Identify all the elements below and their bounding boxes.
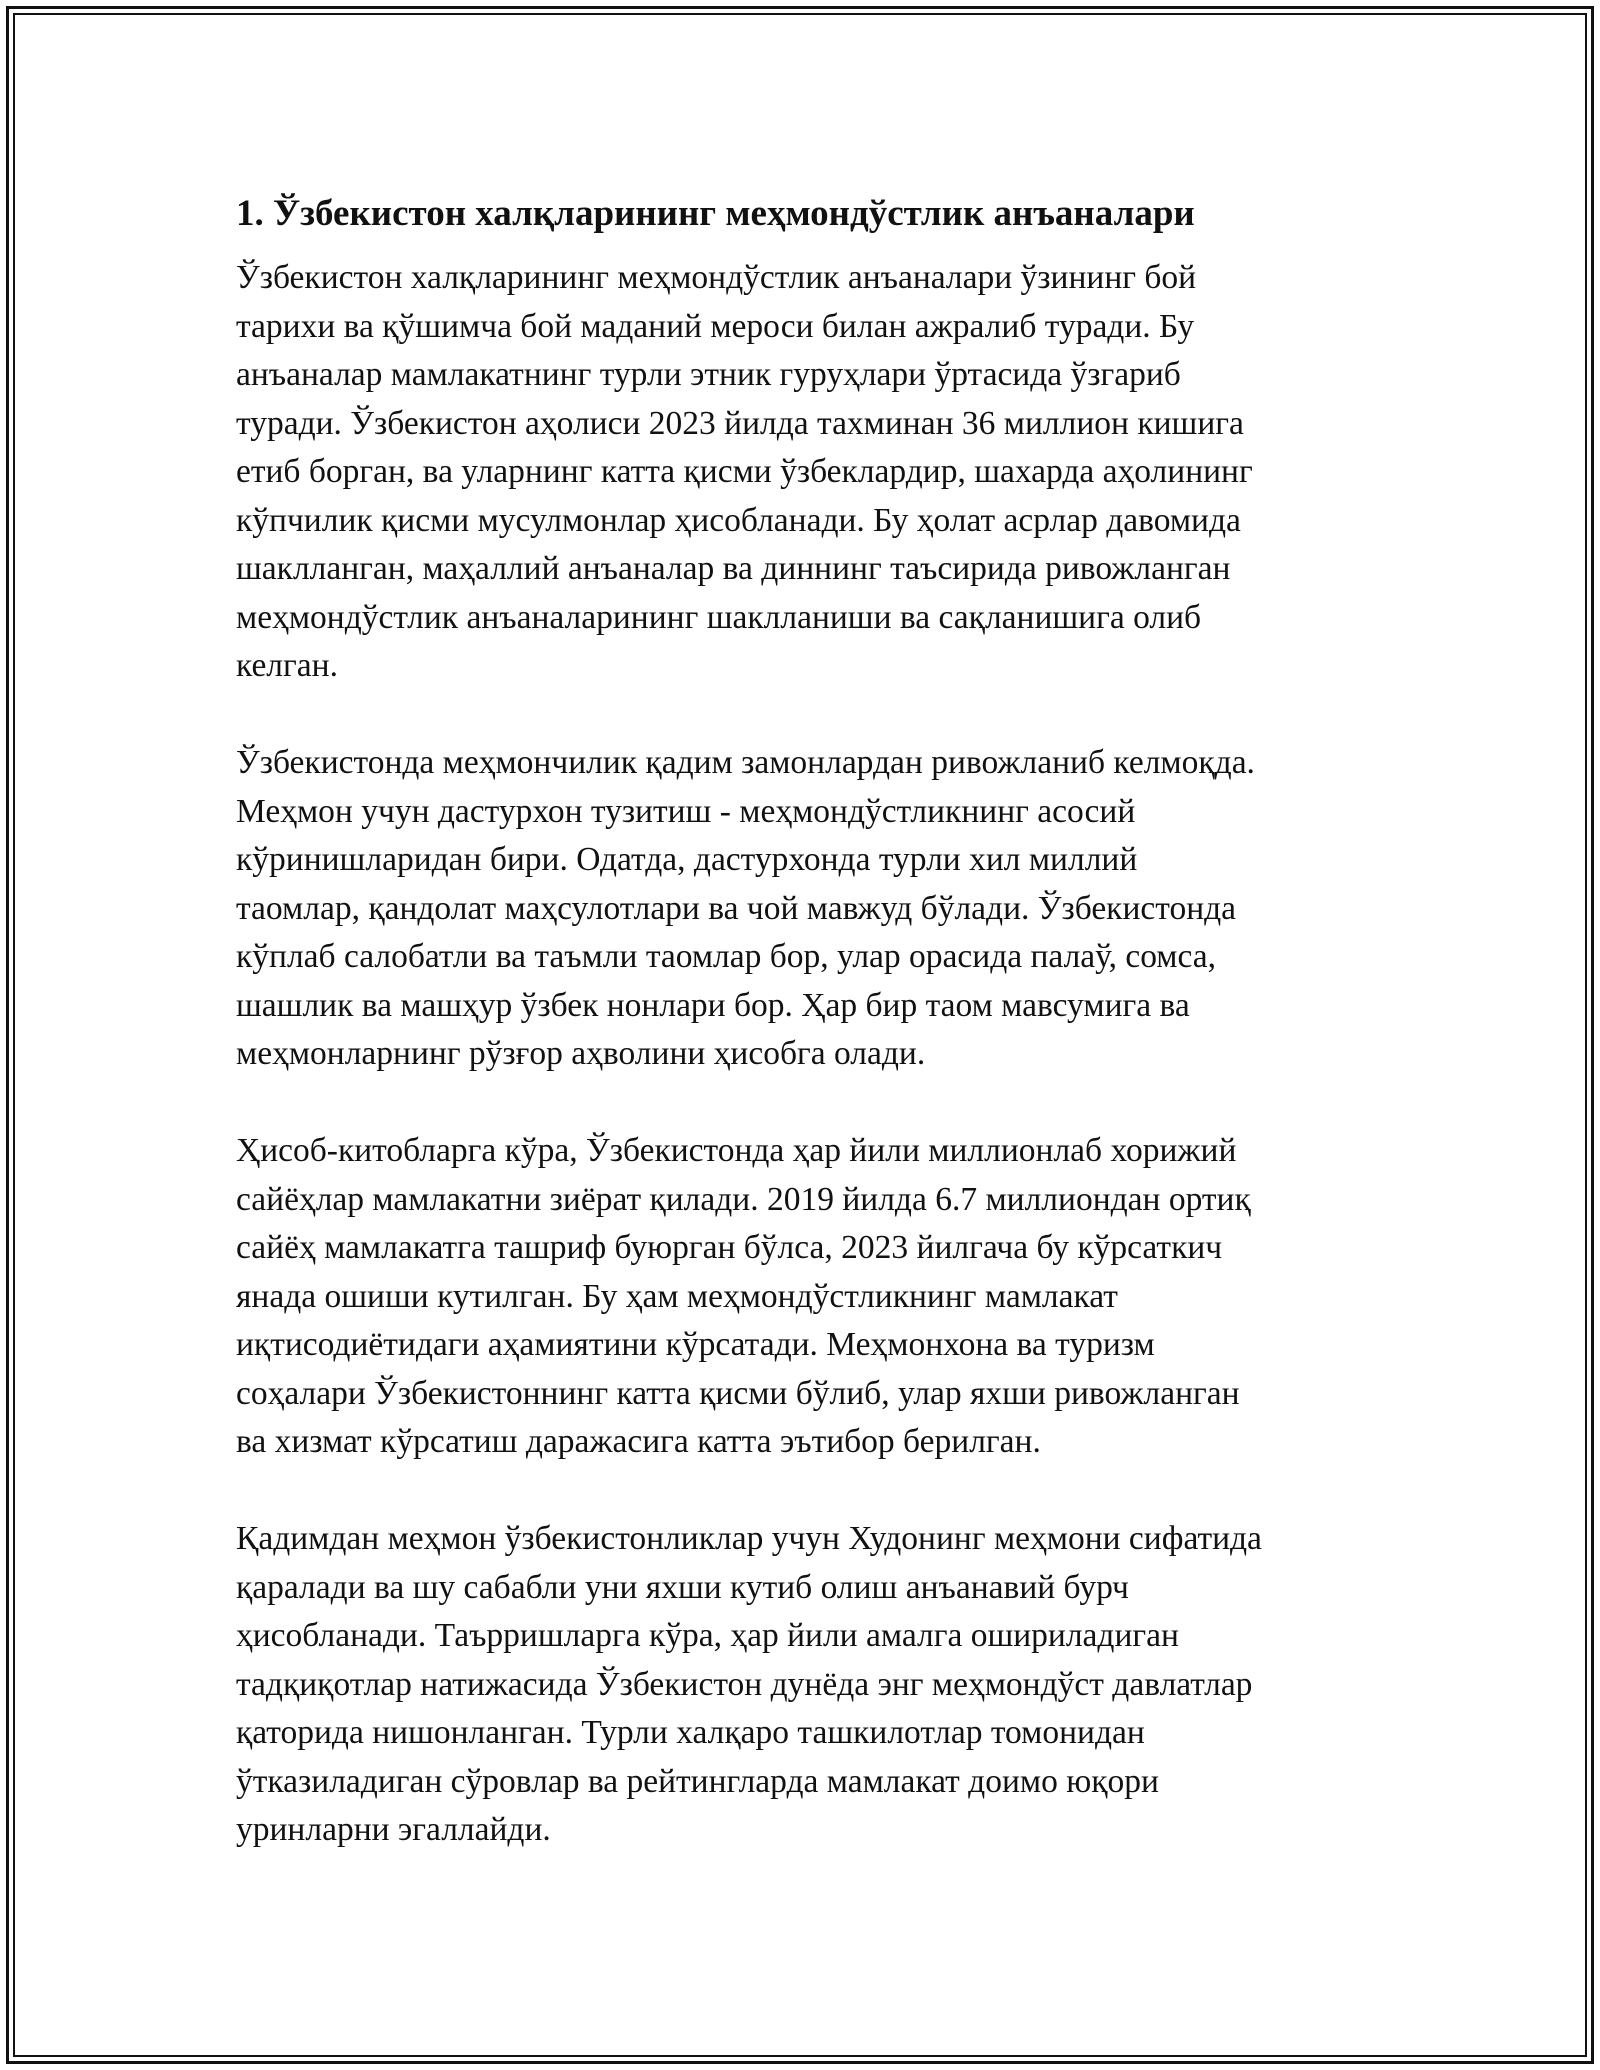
paragraph-line: қаторида нишонланган. Турли халқаро ташкилотлар томонидан <box>236 1714 1145 1751</box>
paragraph-line: қаралади ва шу сабабли уни яхши кутиб олиш анъанавий бурч <box>236 1568 1129 1606</box>
paragraph-line: шаклланган, маҳаллий анъаналар ва диннинг таъсирида ривожланган <box>236 550 1231 587</box>
section-heading: 1. Ўзбекистон халқларининг меҳмондўстлик анъаналари <box>236 193 1195 234</box>
paragraph-line: меҳмонларнинг рўзғор аҳволини ҳисобга олади. <box>236 1035 926 1072</box>
paragraph <box>236 1127 1376 1467</box>
paragraph-list <box>236 254 1376 1855</box>
paragraph-line: кўплаб салобатли ва таъмли таомлар бор, улар орасида палаў, сомса, <box>236 938 1217 975</box>
paragraph-line: тарихи ва қўшимча бой маданий мероси билан ажралиб туради. Бу <box>236 307 1195 345</box>
paragraph-line: соҳалари Ўзбекистоннинг катта қисми бўлиб, улар яхши ривожланган <box>236 1374 1240 1412</box>
paragraph-line: сайёҳ мамлакатга ташриф буюрган бўлса, 2023 йилгача бу кўрсаткич <box>236 1229 1223 1266</box>
paragraph-line: Меҳмон учун дастурхон тузитиш - меҳмондўстликнинг асосий <box>236 792 1136 830</box>
paragraph-line: иқтисодиётидаги аҳамиятини кўрсатади. Меҳмонхона ва туризм <box>236 1326 1155 1363</box>
paragraph-line: шашлик ва машҳур ўзбек нонлари бор. Ҳар бир таом мавсумига ва <box>236 986 1190 1024</box>
paragraph-line: ўтказиладиган сўровлар ва рейтингларда мамлакат доимо юқори <box>236 1762 1159 1800</box>
paragraph-line: келган. <box>236 647 338 684</box>
paragraph-line: етиб борган, ва уларнинг катта қисми ўзбеклардир, шахарда аҳолининг <box>236 453 1253 490</box>
paragraph-line: туради. Ўзбекистон аҳолиси 2023 йилда тахминан 36 миллион кишига <box>236 404 1244 442</box>
paragraph-line: янада ошиши кутилган. Бу ҳам меҳмондўстликнинг мамлакат <box>236 1277 1118 1315</box>
paragraph <box>236 1515 1376 1855</box>
paragraph-line: ҳисобланади. Таърришларга кўра, ҳар йили амалга ошириладиган <box>236 1617 1179 1654</box>
paragraph-line: Қадимдан меҳмон ўзбекистонликлар учун Худонинг меҳмони сифатида <box>236 1520 1262 1557</box>
paragraph-line: Ўзбекистонда меҳмончилик қадим замонлардан ривожланиб келмоқда. <box>236 744 1255 781</box>
paragraph <box>236 739 1376 1079</box>
paragraph-line: Ўзбекистон халқларининг меҳмондўстлик анъаналари ўзининг бой <box>236 259 1197 296</box>
paragraph-line: Ҳисоб-китобларга кўра, Ўзбекистонда ҳар йили миллионлаб хорижий <box>236 1132 1237 1169</box>
paragraph-line: кўпчилик қисми мусулмонлар ҳисобланади. Бу ҳолат асрлар давомида <box>236 501 1241 539</box>
paragraph-line: анъаналар мамлакатнинг турли этник гуруҳлари ўртасида ўзгариб <box>236 356 1181 393</box>
paragraph-line: таомлар, қандолат маҳсулотлари ва чой мавжуд бўлади. Ўзбекистонда <box>236 889 1237 927</box>
paragraph-line: меҳмондўстлик анъаналарининг шаклланиши ва сақланишига олиб <box>236 598 1202 636</box>
paragraph-line: кўринишларидан бири. Одатда, дастурхонда турли хил миллий <box>236 841 1138 878</box>
paragraph-line: сайёҳлар мамлакатни зиёрат қилади. 2019 йилда 6.7 миллиондан ортиқ <box>236 1180 1251 1218</box>
paragraph-line: уринларни эгаллайди. <box>236 1811 551 1848</box>
paragraph-line: тадқиқотлар натижасида Ўзбекистон дунёда энг меҳмондўст давлатлар <box>236 1665 1253 1703</box>
paragraph-line: ва хизмат кўрсатиш даражасига катта эътибор берилган. <box>236 1423 1041 1460</box>
paragraph <box>236 254 1376 691</box>
document-body <box>236 186 1376 1903</box>
